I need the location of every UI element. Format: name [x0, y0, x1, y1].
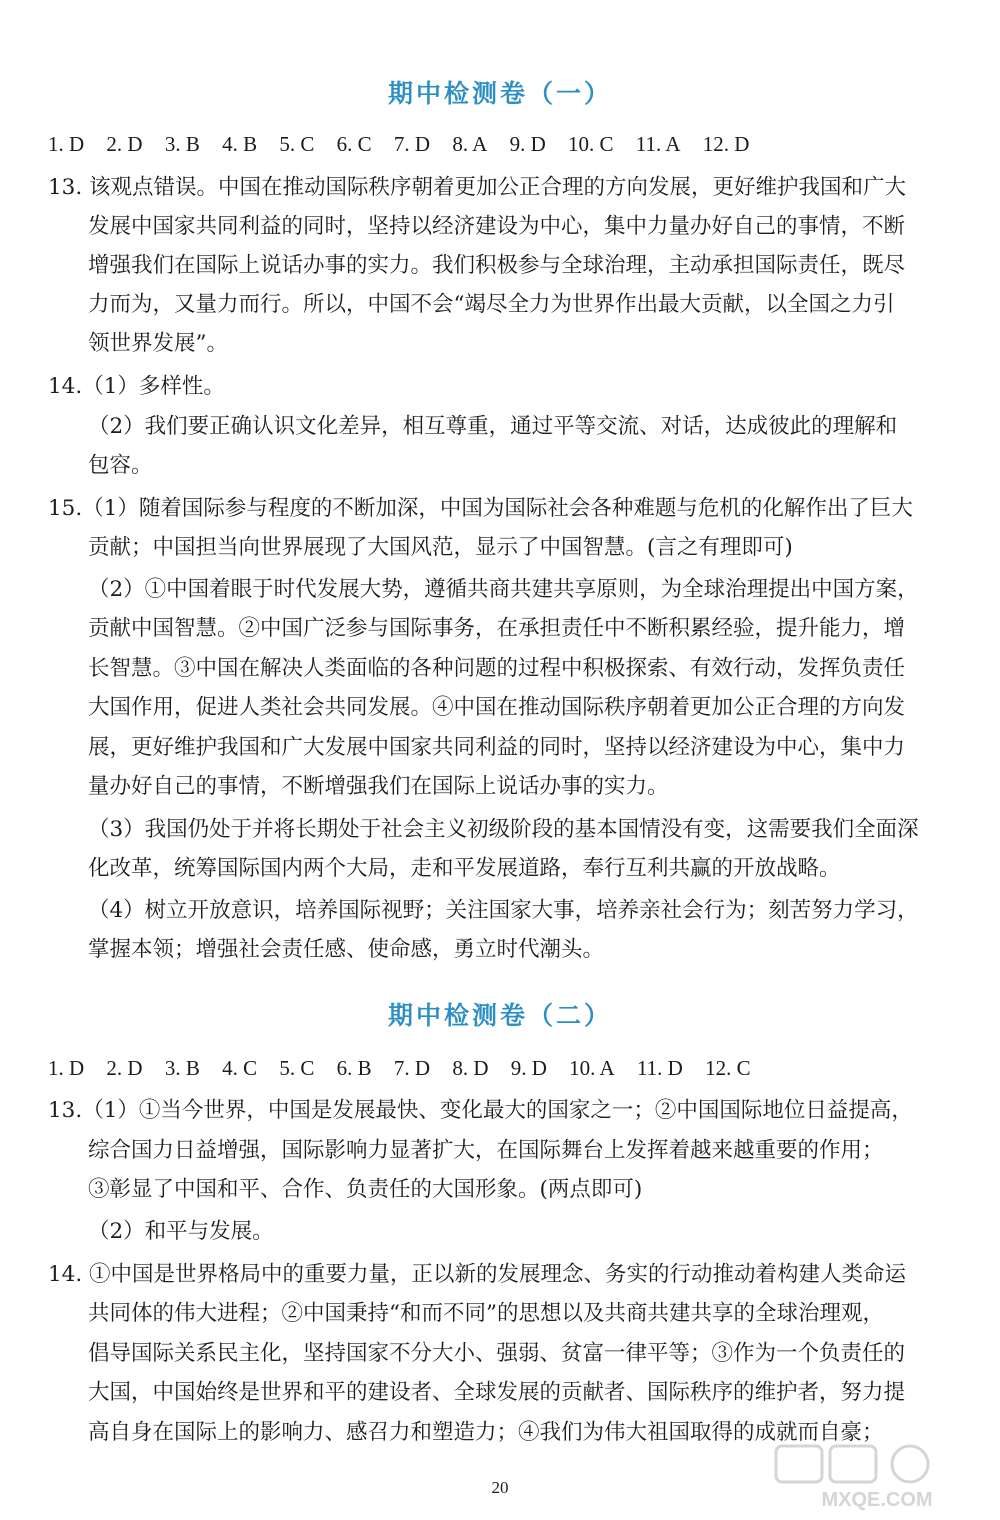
- mc-answer: 10. C: [568, 132, 614, 156]
- mc-answer: 1. D: [48, 1056, 85, 1080]
- section-title-2: 期中检测卷（二）: [387, 1001, 612, 1030]
- text-line: （2）①中国着眼于时代发展大势，遵循共商共建共享原则，为全球治理提出中国方案，: [88, 577, 919, 602]
- mc-answer: 11. D: [636, 1056, 683, 1080]
- mc-answer: 4. C: [222, 1056, 258, 1080]
- text-line: 包容。: [88, 453, 153, 478]
- mc-answer: 6. C: [336, 132, 372, 156]
- text-line: 化改革，统筹国际国内两个大局，走和平发展道路，奉行互利共赢的开放战略。: [88, 856, 841, 881]
- mc-answer: 10. A: [569, 1056, 615, 1080]
- mc-answer: 2. D: [106, 132, 143, 156]
- text-line: 长智慧。③中国在解决人类面临的各种问题的过程中积极探索、有效行动，发挥负责任: [88, 656, 906, 681]
- mc-answer: 3. B: [164, 132, 200, 156]
- watermark-logo: [772, 1440, 982, 1512]
- mc-answer: 7. D: [393, 132, 431, 156]
- mc-answer: 8. D: [452, 1056, 489, 1080]
- text-line: 贡献中国智慧。②中国广泛参与国际事务，在承担责任中不断积累经验，提升能力，增: [88, 616, 906, 641]
- text-line: 贡献；中国担当向世界展现了大国风范，显示了中国智慧。(言之有理即可): [88, 535, 793, 560]
- text-line: 大国作用，促进人类社会共同发展。④中国在推动国际秩序朝着更加公正合理的方向发: [88, 695, 906, 720]
- text-line: 增强我们在国际上说话办事的实力。我们积极参与全球治理，主动承担国际责任，既尽: [88, 253, 906, 278]
- text-line: 综合国力日益增强，国际影响力显著扩大，在国际舞台上发挥着越来越重要的作用；: [88, 1138, 884, 1163]
- text-line: 倡导国际关系民主化，坚持国家不分大小、强弱、贫富一律平等；③作为一个负责任的: [88, 1341, 906, 1366]
- text-line: 14. ①中国是世界格局中的重要力量，正以新的发展理念、务实的行动推动着构建人类命运: [48, 1262, 907, 1287]
- text-line: 力而为，又量力而行。所以，中国不会“竭尽全力为世界作出最大贡献，以全国之力引: [88, 292, 895, 317]
- mc-answer: 9. D: [509, 132, 546, 156]
- text-line: ③彰显了中国和平、合作、负责任的大国形象。(两点即可): [88, 1177, 643, 1202]
- text-line: 14.（1）多样性。: [48, 374, 225, 399]
- mc-answers-2: [48, 1056, 768, 1081]
- mc-answer: 5. C: [279, 132, 315, 156]
- text-line: 13. 该观点错误。中国在推动国际秩序朝着更加公正合理的方向发展，更好维护我国和广大: [48, 175, 907, 200]
- mc-answer: 5. C: [279, 1056, 315, 1080]
- mc-answer: 4. B: [222, 132, 258, 156]
- mc-answers-1: [48, 132, 766, 157]
- text-line: 高自身在国际上的影响力、感召力和塑造力；④我们为伟大祖国取得的成就而自豪；: [88, 1420, 884, 1445]
- text-line: （4）树立开放意识，培养国际视野；关注国家大事，培养亲社会行为；刻苦努力学习，: [88, 898, 919, 923]
- text-line: 掌握本领；增强社会责任感、使命感，勇立时代潮头。: [88, 937, 605, 962]
- section-title-1: 期中检测卷（一）: [387, 79, 612, 108]
- text-line: 发展中国家共同利益的同时，坚持以经济建设为中心，集中力量办好自己的事情，不断: [88, 214, 906, 239]
- mc-answer: 11. A: [635, 132, 681, 156]
- text-line: 大国，中国始终是世界和平的建设者、全球发展的贡献者、国际秩序的维护者，努力提: [88, 1380, 906, 1405]
- mc-answer: 1. D: [48, 132, 85, 156]
- text-line: 量办好自己的事情，不断增强我们在国际上说话办事的实力。: [88, 774, 669, 799]
- mc-answer: 12. C: [705, 1056, 751, 1080]
- mc-answer: 6. B: [336, 1056, 372, 1080]
- mc-answer: 3. B: [164, 1056, 200, 1080]
- watermark-text: MXQE.COM: [821, 1489, 933, 1511]
- mc-answer: 9. D: [510, 1056, 547, 1080]
- text-line: （2）和平与发展。: [88, 1219, 274, 1244]
- mc-answer: 7. D: [393, 1056, 431, 1080]
- page-number: 20: [491, 1478, 509, 1497]
- text-line: 展，更好维护我国和广大发展中国家共同利益的同时，坚持以经济建设为中心，集中力: [88, 735, 906, 760]
- mc-answer: 12. D: [702, 132, 750, 156]
- mc-answer: 8. A: [452, 132, 488, 156]
- text-line: 13.（1）①当今世界，中国是发展最快、变化最大的国家之一；②中国国际地位日益提高，: [48, 1098, 913, 1123]
- text-line: 15.（1）随着国际参与程度的不断加深，中国为国际社会各种难题与危机的化解作出了巨大: [48, 496, 913, 521]
- text-line: 共同体的伟大进程；②中国秉持“和而不同”的思想以及共商共建共享的全球治理观，: [88, 1301, 884, 1326]
- text-line: （3）我国仍处于并将长期处于社会主义初级阶段的基本国情没有变，这需要我们全面深: [88, 817, 919, 842]
- text-line: 领世界发展”。: [88, 331, 228, 356]
- mc-answer: 2. D: [106, 1056, 143, 1080]
- text-line: （2）我们要正确认识文化差异，相互尊重，通过平等交流、对话，达成彼此的理解和: [88, 414, 898, 439]
